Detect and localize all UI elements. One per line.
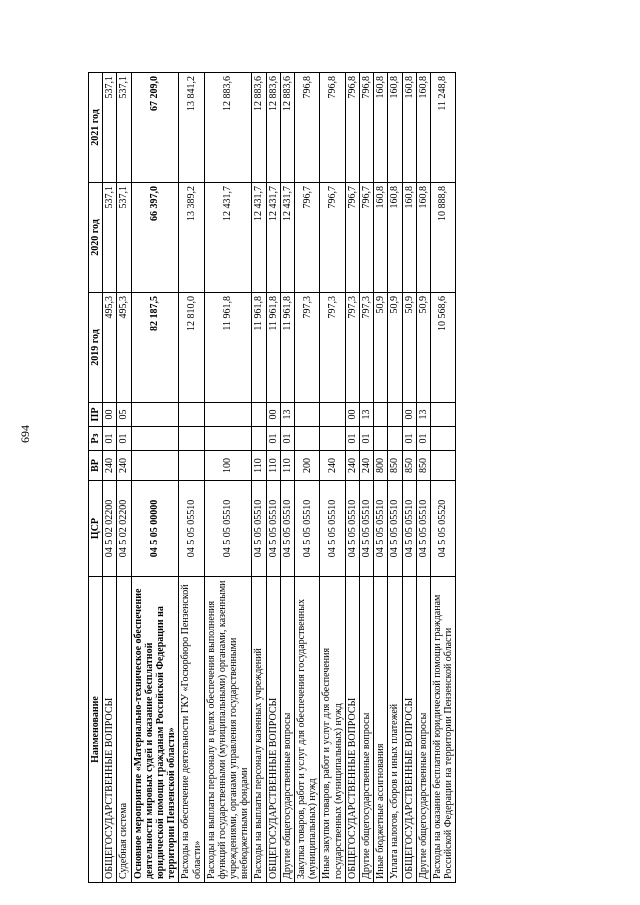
row-2019: 797,3	[320, 293, 345, 403]
row-2020: 66 397,0	[131, 183, 179, 293]
row-rz	[179, 427, 204, 451]
table-row	[117, 73, 131, 883]
row-name: Основное мероприятие «Материально-техническое обеспечение деятельности мировых судей и оказание бесплатной юридической помощи гражданам Российской Федерации на территории Пензенской области»	[131, 577, 179, 883]
row-2021: 12 883,6	[280, 73, 294, 183]
table-row	[402, 73, 416, 883]
row-2019: 797,3	[295, 293, 320, 403]
row-2020: 796,7	[295, 183, 320, 293]
table-row	[131, 73, 179, 883]
row-csr: 04 5 05 05510	[359, 481, 373, 577]
row-rz	[388, 427, 402, 451]
budget-table	[88, 72, 456, 883]
row-2021: 160,8	[388, 73, 402, 183]
row-rz: 01	[416, 427, 430, 451]
row-2020: 13 389,2	[179, 183, 204, 293]
row-2021: 796,8	[320, 73, 345, 183]
row-2020: 796,7	[320, 183, 345, 293]
row-rz	[295, 427, 320, 451]
table-row	[345, 73, 359, 883]
table-header-row	[89, 73, 103, 883]
row-2020: 160,8	[416, 183, 430, 293]
row-rz: 01	[103, 427, 117, 451]
row-name: Иные бюджетные ассигнования	[374, 577, 388, 883]
row-2020: 12 431,7	[266, 183, 280, 293]
table-row	[266, 73, 280, 883]
row-2019: 11 961,8	[280, 293, 294, 403]
table-row	[295, 73, 320, 883]
table-row	[103, 73, 117, 883]
row-name: Расходы на оказание бесплатной юридической помощи гражданам Российской Федерации на территории Пензенской области	[430, 577, 455, 883]
row-name: ОБЩЕГОСУДАРСТВЕННЫЕ ВОПРОСЫ	[266, 577, 280, 883]
row-2020: 12 431,7	[252, 183, 266, 293]
row-pr: 00	[103, 403, 117, 427]
row-vr: 850	[416, 451, 430, 481]
row-2021: 160,8	[416, 73, 430, 183]
row-name: Расходы на выплаты персоналу казенных учреждений	[252, 577, 266, 883]
row-pr	[131, 403, 179, 427]
row-pr: 00	[345, 403, 359, 427]
header-pr: ПР	[89, 403, 103, 427]
row-csr: 04 5 05 05510	[280, 481, 294, 577]
header-csr: ЦСР	[89, 481, 103, 577]
table-row	[359, 73, 373, 883]
row-rz	[430, 427, 455, 451]
row-pr: 00	[266, 403, 280, 427]
row-2021: 537,1	[103, 73, 117, 183]
row-name: ОБЩЕГОСУДАРСТВЕННЫЕ ВОПРОСЫ	[103, 577, 117, 883]
row-vr: 110	[252, 451, 266, 481]
row-2021: 796,8	[345, 73, 359, 183]
row-vr	[131, 451, 179, 481]
row-vr	[179, 451, 204, 481]
row-rz	[131, 427, 179, 451]
row-rz: 01	[345, 427, 359, 451]
row-name: Закупка товаров, работ и услуг для обеспечения государственных (муниципальных) нужд	[295, 577, 320, 883]
row-name: Уплата налогов, сборов и иных платежей	[388, 577, 402, 883]
header-2021: 2021 год	[89, 73, 103, 183]
row-2019: 50,9	[416, 293, 430, 403]
row-2021: 12 883,6	[204, 73, 252, 183]
table-row	[280, 73, 294, 883]
row-2021: 160,8	[374, 73, 388, 183]
row-csr: 04 5 05 05510	[388, 481, 402, 577]
row-vr: 110	[266, 451, 280, 481]
header-vr: ВР	[89, 451, 103, 481]
row-2021: 67 209,0	[131, 73, 179, 183]
row-rz	[252, 427, 266, 451]
row-2020: 796,7	[345, 183, 359, 293]
table-row	[388, 73, 402, 883]
row-2019: 495,3	[103, 293, 117, 403]
row-2021: 796,8	[295, 73, 320, 183]
row-vr: 240	[359, 451, 373, 481]
row-pr	[374, 403, 388, 427]
row-rz	[374, 427, 388, 451]
row-2021: 11 248,8	[430, 73, 455, 183]
table-row	[430, 73, 455, 883]
row-csr: 04 5 05 05510	[179, 481, 204, 577]
row-2021: 13 841,2	[179, 73, 204, 183]
row-rz	[204, 427, 252, 451]
row-pr: 00	[402, 403, 416, 427]
table-row	[252, 73, 266, 883]
header-rz: Рз	[89, 427, 103, 451]
table-row	[179, 73, 204, 883]
row-2020: 12 431,7	[204, 183, 252, 293]
row-2020: 796,7	[359, 183, 373, 293]
row-name: Другие общегосударственные вопросы	[416, 577, 430, 883]
row-vr: 110	[280, 451, 294, 481]
header-2019: 2019 год	[89, 293, 103, 403]
row-2019: 11 961,8	[204, 293, 252, 403]
row-rz: 01	[266, 427, 280, 451]
row-rz: 01	[280, 427, 294, 451]
page-number: 694	[18, 425, 32, 443]
row-2020: 160,8	[402, 183, 416, 293]
row-pr	[204, 403, 252, 427]
row-rz	[320, 427, 345, 451]
row-vr: 800	[374, 451, 388, 481]
row-vr: 100	[204, 451, 252, 481]
row-2019: 12 810,0	[179, 293, 204, 403]
row-2019: 10 568,6	[430, 293, 455, 403]
row-vr: 240	[345, 451, 359, 481]
row-vr: 850	[402, 451, 416, 481]
row-2019: 797,3	[359, 293, 373, 403]
row-csr: 04 5 02 02200	[117, 481, 131, 577]
row-2020: 160,8	[388, 183, 402, 293]
row-pr: 13	[280, 403, 294, 427]
row-2019: 82 187,5	[131, 293, 179, 403]
row-2020: 537,1	[117, 183, 131, 293]
row-csr: 04 5 05 05510	[345, 481, 359, 577]
row-rz: 01	[117, 427, 131, 451]
row-csr: 04 5 05 05510	[204, 481, 252, 577]
row-2021: 537,1	[117, 73, 131, 183]
row-name: Судебная система	[117, 577, 131, 883]
row-name: Другие общегосударственные вопросы	[359, 577, 373, 883]
table-row	[374, 73, 388, 883]
header-name: Наименование	[89, 577, 103, 883]
row-csr: 04 5 05 05510	[320, 481, 345, 577]
rotated-page-content	[88, 73, 456, 883]
row-vr: 240	[117, 451, 131, 481]
row-name: Иные закупки товаров, работ и услуг для обеспечения государственных (муниципальных) нужд	[320, 577, 345, 883]
row-name: Расходы на обеспечение деятельности ГКУ «Госюрбюро Пензенской области»	[179, 577, 204, 883]
row-2020: 12 431,7	[280, 183, 294, 293]
row-csr: 04 5 05 05520	[430, 481, 455, 577]
header-2020: 2020 год	[89, 183, 103, 293]
table-row	[416, 73, 430, 883]
row-2020: 160,8	[374, 183, 388, 293]
row-pr	[430, 403, 455, 427]
row-pr: 05	[117, 403, 131, 427]
row-vr: 240	[320, 451, 345, 481]
table-row	[204, 73, 252, 883]
row-name: ОБЩЕГОСУДАРСТВЕННЫЕ ВОПРОСЫ	[345, 577, 359, 883]
row-2019: 11 961,8	[252, 293, 266, 403]
row-2019: 495,3	[117, 293, 131, 403]
row-pr	[320, 403, 345, 427]
row-pr	[388, 403, 402, 427]
row-pr: 13	[359, 403, 373, 427]
row-vr	[430, 451, 455, 481]
row-2019: 50,9	[402, 293, 416, 403]
table-row	[320, 73, 345, 883]
row-vr: 850	[388, 451, 402, 481]
row-csr: 04 5 05 05510	[416, 481, 430, 577]
row-name: ОБЩЕГОСУДАРСТВЕННЫЕ ВОПРОСЫ	[402, 577, 416, 883]
row-rz: 01	[359, 427, 373, 451]
row-csr: 04 5 02 02200	[103, 481, 117, 577]
row-csr: 04 5 05 05510	[252, 481, 266, 577]
row-csr: 04 5 05 05510	[266, 481, 280, 577]
row-csr: 04 5 05 05510	[295, 481, 320, 577]
row-pr	[179, 403, 204, 427]
row-pr: 13	[416, 403, 430, 427]
row-2020: 10 888,8	[430, 183, 455, 293]
row-2021: 12 883,6	[266, 73, 280, 183]
row-rz: 01	[402, 427, 416, 451]
row-2021: 160,8	[402, 73, 416, 183]
row-vr: 200	[295, 451, 320, 481]
row-csr: 04 5 05 05510	[402, 481, 416, 577]
row-2020: 537,1	[103, 183, 117, 293]
row-2019: 797,3	[345, 293, 359, 403]
row-2021: 12 883,6	[252, 73, 266, 183]
row-pr	[252, 403, 266, 427]
row-name: Другие общегосударственные вопросы	[280, 577, 294, 883]
row-csr: 04 5 05 05510	[374, 481, 388, 577]
row-vr: 240	[103, 451, 117, 481]
row-2021: 796,8	[359, 73, 373, 183]
row-csr: 04 5 05 00000	[131, 481, 179, 577]
row-2019: 50,9	[388, 293, 402, 403]
row-2019: 50,9	[374, 293, 388, 403]
row-pr	[295, 403, 320, 427]
row-2019: 11 961,8	[266, 293, 280, 403]
row-name: Расходы на выплаты персоналу в целях обеспечения выполнения функций государственными (муниципальными) органами, казенными учреждениями, органами управления государственными внебюджетными фондами	[204, 577, 252, 883]
